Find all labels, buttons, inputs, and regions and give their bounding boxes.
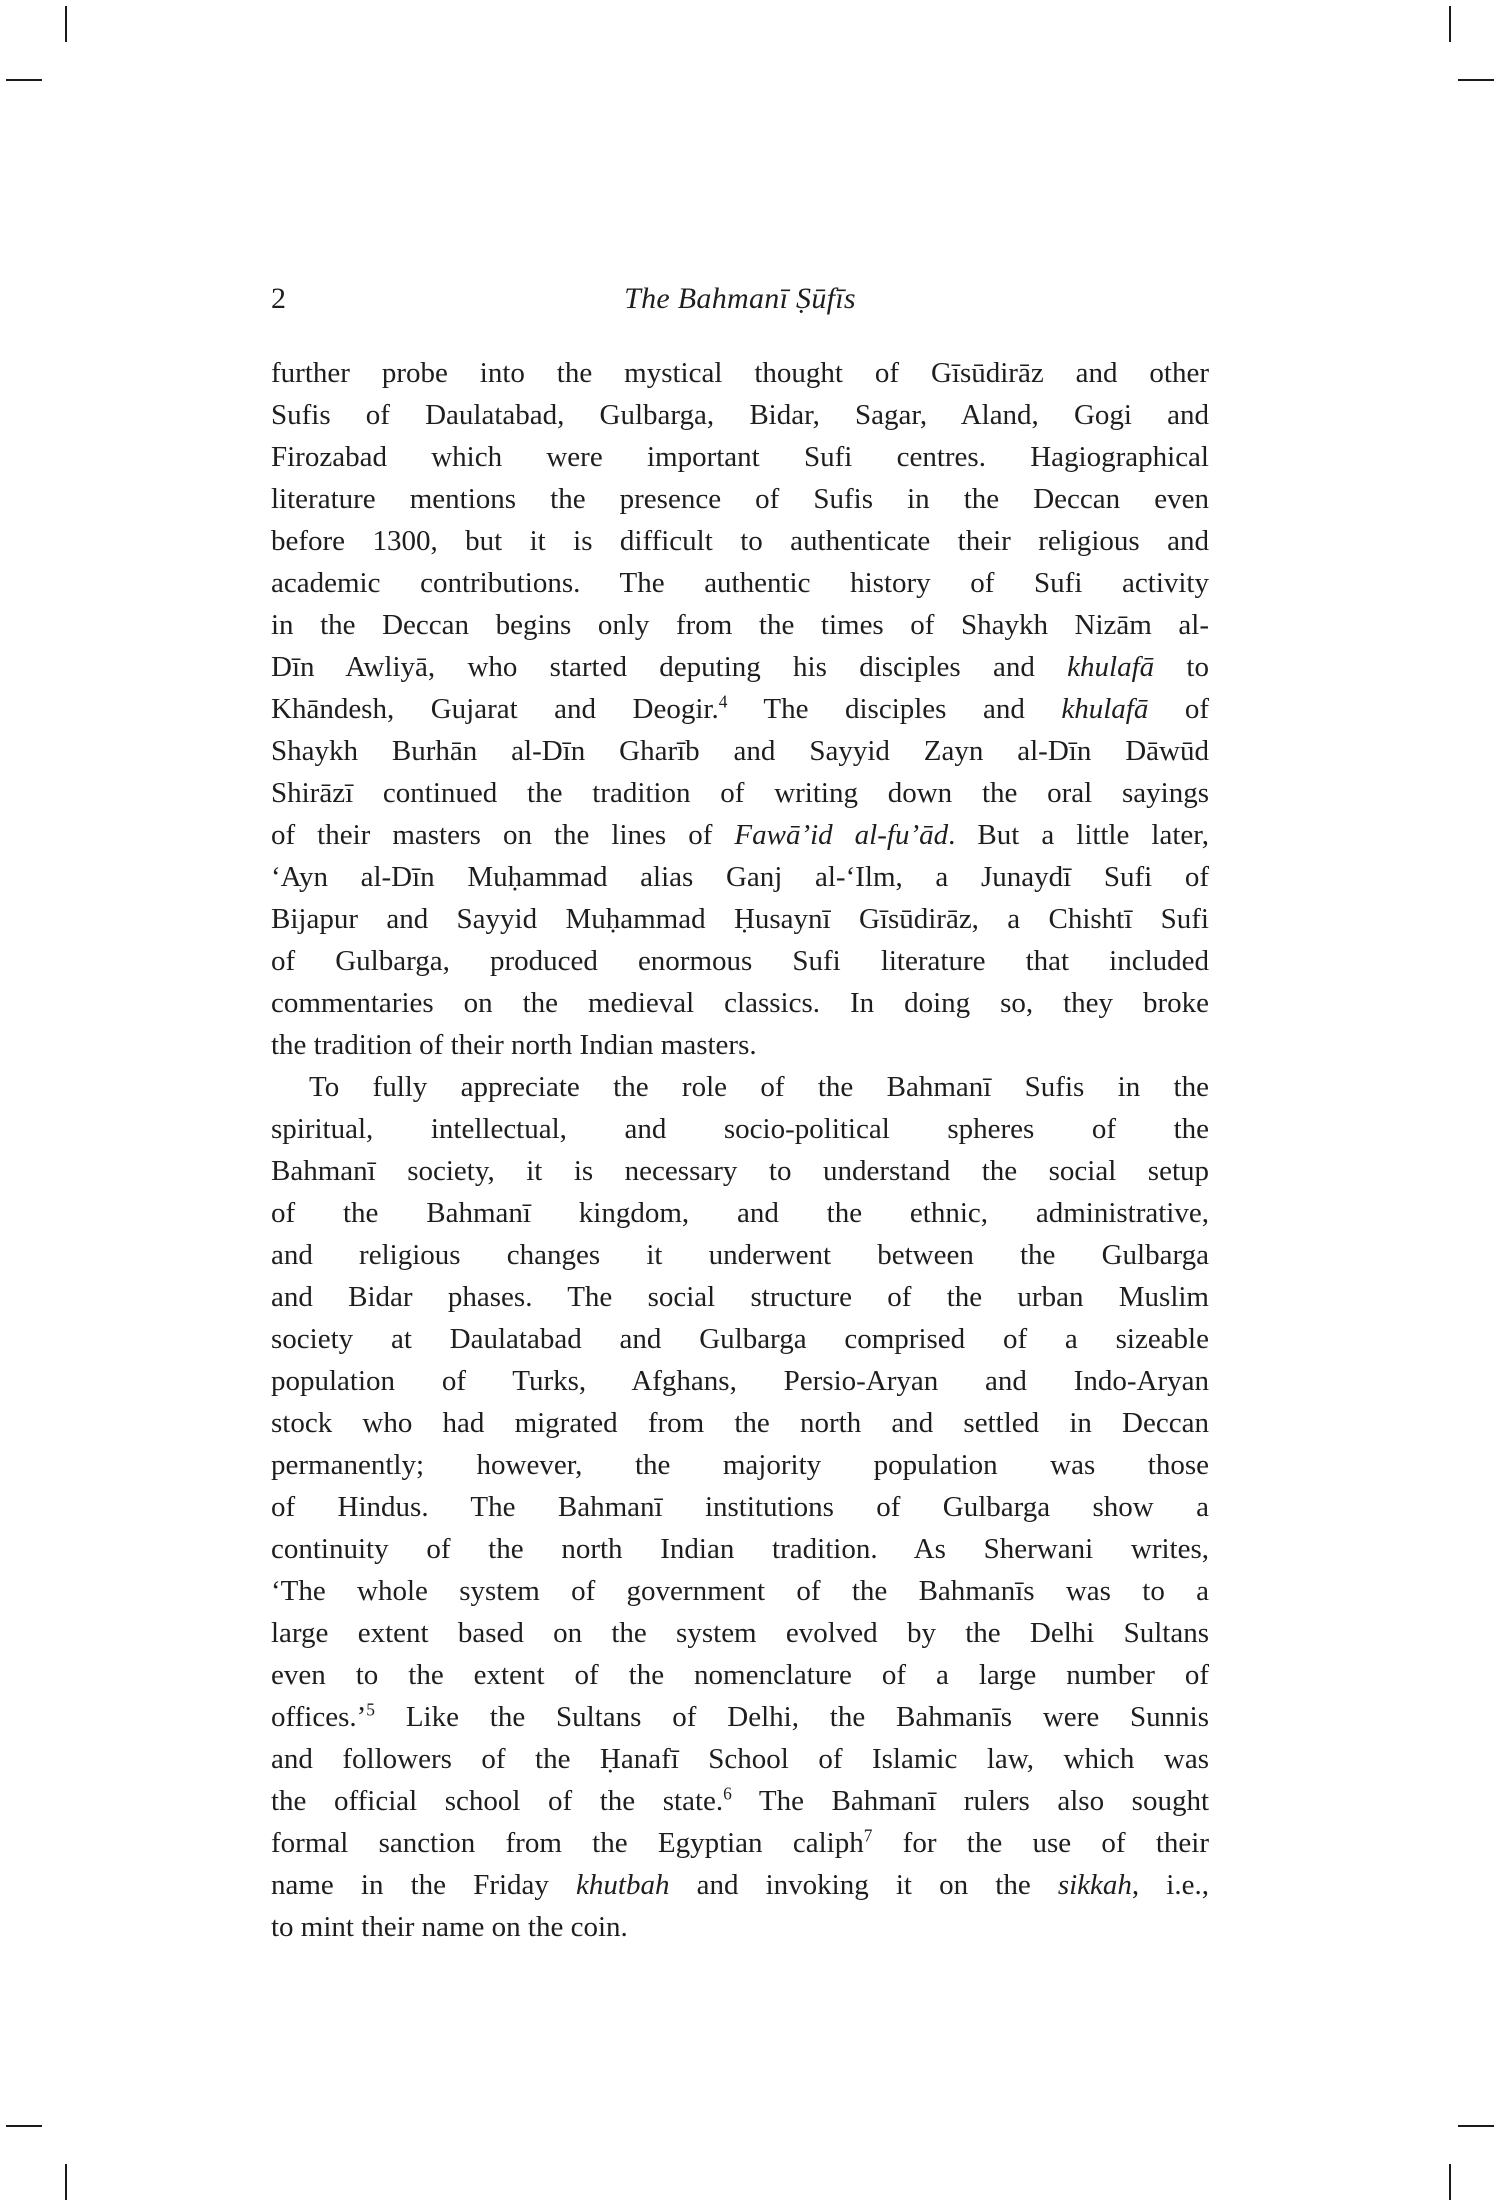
text-line: name in the Friday khutbah and invoking it on the sikkah, i.e., [271, 1869, 1209, 1901]
text-line: offices.’$^5$ Like the Sultans of Delhi, the Bahmanīs were Sunnis [271, 1699, 1209, 1733]
paragraph [271, 1066, 1209, 1948]
text-line: of Hindus. The Bahmanī institutions of Gulbarga show a [271, 1491, 1209, 1523]
text-line: the tradition of their north Indian masters. [271, 1029, 757, 1061]
text-line: before 1300, but it is difficult to authenticate their religious and [271, 525, 1209, 557]
text-line: ‘Ayn al-Dīn Muḥammad alias Ganj al-‘Ilm, a Junaydī Sufi of [271, 861, 1209, 893]
text-line: To fully appreciate the role of the Bahmanī Sufis in the [309, 1071, 1209, 1103]
text-line: spiritual, intellectual, and socio-political spheres of the [271, 1113, 1209, 1145]
text-line: Bahmanī society, it is necessary to understand the social setup [271, 1155, 1209, 1187]
text-line: of their masters on the lines of Fawā’id al-fu’ād. But a little later, [271, 819, 1209, 851]
crop-mark-top-left-horizontal [6, 79, 42, 81]
text-line: to mint their name on the coin. [271, 1911, 628, 1943]
running-head: The Bahmanī Ṣūfīs [624, 282, 856, 315]
text-line: academic contributions. The authentic history of Sufi activity [271, 567, 1209, 599]
crop-mark-bottom-left-horizontal [6, 2125, 42, 2127]
text-line: population of Turks, Afghans, Persio-Aryan and Indo-Aryan [271, 1365, 1209, 1397]
body-text [271, 352, 1209, 1948]
crop-mark-bottom-right-horizontal [1458, 2125, 1494, 2127]
text-line: and Bidar phases. The social structure of the urban Muslim [271, 1281, 1209, 1313]
text-line: further probe into the mystical thought of Gīsūdirāz and other [271, 357, 1209, 389]
text-line: literature mentions the presence of Sufis in the Deccan even [271, 483, 1209, 515]
text-line: commentaries on the medieval classics. In doing so, they broke [271, 987, 1209, 1019]
paragraph [271, 352, 1209, 1066]
text-line: continuity of the north Indian tradition. As Sherwani writes, [271, 1533, 1209, 1565]
text-line: of the Bahmanī kingdom, and the ethnic, administrative, [271, 1197, 1209, 1229]
text-line: Firozabad which were important Sufi centres. Hagiographical [271, 441, 1209, 473]
text-line: Shirāzī continued the tradition of writing down the oral sayings [271, 777, 1209, 809]
text-line: Shaykh Burhān al-Dīn Gharīb and Sayyid Zayn al-Dīn Dāwūd [271, 735, 1209, 767]
text-line: in the Deccan begins only from the times of Shaykh Nizām al- [271, 609, 1209, 641]
page-number: 2 [271, 282, 286, 315]
text-line: formal sanction from the Egyptian caliph$^7$ for the use of their [271, 1825, 1209, 1859]
text-line: stock who had migrated from the north and settled in Deccan [271, 1407, 1209, 1439]
text-line: society at Daulatabad and Gulbarga comprised of a sizeable [271, 1323, 1209, 1355]
text-line: the official school of the state.$^6$ The Bahmanī rulers also sought [271, 1783, 1209, 1817]
text-line: large extent based on the system evolved by the Delhi Sultans [271, 1617, 1209, 1649]
text-line: and followers of the Ḥanafī School of Islamic law, which was [271, 1743, 1209, 1775]
page-header [271, 278, 1209, 322]
text-line: Bijapur and Sayyid Muḥammad Ḥusaynī Gīsūdirāz, a Chishtī Sufi [271, 903, 1209, 935]
crop-mark-top-left-vertical [65, 6, 67, 42]
text-line: ‘The whole system of government of the Bahmanīs was to a [271, 1575, 1209, 1607]
text-line: of Gulbarga, produced enormous Sufi literature that included [271, 945, 1209, 977]
text-line: even to the extent of the nomenclature of a large number of [271, 1659, 1209, 1691]
crop-mark-bottom-right-vertical [1449, 2164, 1451, 2200]
text-line: Khāndesh, Gujarat and Deogir.$^4$ The disciples and khulafā of [271, 691, 1209, 725]
crop-mark-bottom-left-vertical [65, 2164, 67, 2200]
text-line: Sufis of Daulatabad, Gulbarga, Bidar, Sagar, Aland, Gogi and [271, 399, 1209, 431]
text-line: Dīn Awliyā, who started deputing his disciples and khulafā to [271, 651, 1209, 683]
crop-mark-top-right-horizontal [1458, 79, 1494, 81]
crop-mark-top-right-vertical [1449, 6, 1451, 42]
text-line: permanently; however, the majority population was those [271, 1449, 1209, 1481]
text-line: and religious changes it underwent between the Gulbarga [271, 1239, 1209, 1271]
